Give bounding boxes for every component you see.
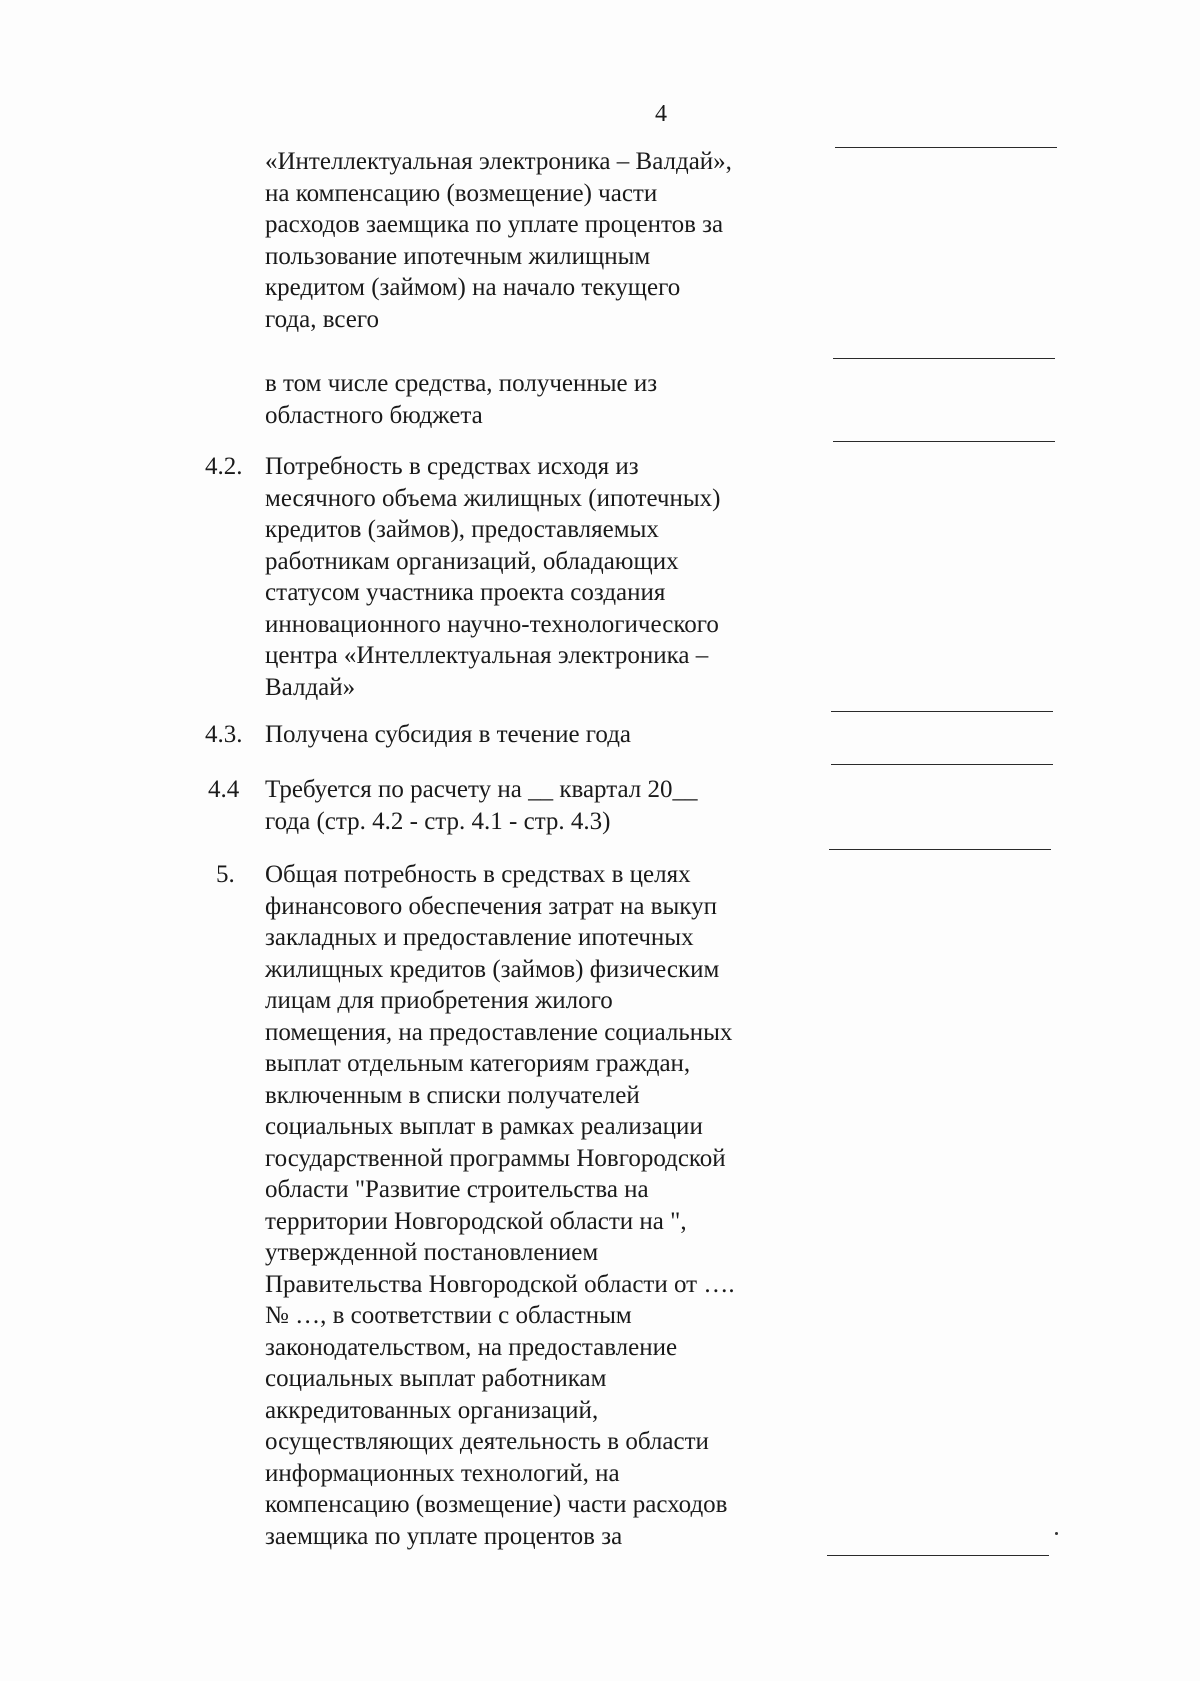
text-line: на компенсацию (возмещение) части (265, 179, 658, 207)
text-line: года, всего (265, 305, 380, 333)
item-number: 4.2. (205, 453, 243, 480)
text-line: расходов заемщика по уплате процентов за (265, 211, 724, 238)
text-line: социальных выплат работникам (265, 1365, 607, 1392)
text-line: помещения, на предоставление социальных (265, 1018, 733, 1046)
text-line: кредитов (займов), предоставляемых (265, 516, 659, 543)
text-line: выплат отдельным категориям граждан, (265, 1050, 691, 1077)
item-text (265, 859, 805, 1552)
text-line: Правительства Новгородской области от …. (265, 1270, 735, 1298)
text-line: областного бюджета (265, 401, 483, 429)
text-line: пользование ипотечным жилищным (265, 242, 651, 270)
item-text (265, 146, 805, 335)
text-line: социальных выплат в рамках реализации (265, 1113, 703, 1140)
fill-in-line (827, 1555, 1049, 1556)
item-text (265, 719, 805, 751)
text-line: информационных технологий, на (265, 1459, 620, 1487)
item-number: 4.4 (208, 776, 240, 803)
text-line: Общая потребность в средствах в целях (265, 861, 691, 888)
text-line: Валдай» (265, 673, 356, 701)
text-line: месячного объема жилищных (ипотечных) (265, 484, 721, 512)
text-line: компенсацию (возмещение) части расходов (265, 1491, 728, 1518)
item-text (265, 774, 805, 837)
text-line: государственной программы Новгородской (265, 1144, 726, 1172)
item-number: 5. (216, 861, 235, 888)
text-line: жилищных кредитов (займов) физическим (265, 955, 720, 983)
fill-in-line (831, 764, 1053, 765)
page-number: 4 (655, 101, 667, 127)
fill-in-line (833, 441, 1055, 442)
fill-in-line (831, 711, 1053, 712)
text-line: территории Новгородской области на ", (265, 1207, 687, 1235)
text-line: Требуется по расчету на __ квартал 20__ (265, 776, 698, 803)
item-text (265, 451, 805, 703)
text-line: «Интеллектуальная электроника – Валдай», (265, 148, 732, 175)
fill-in-line (829, 849, 1051, 850)
text-line: года (стр. 4.2 - стр. 4.1 - стр. 4.3) (265, 807, 611, 835)
fill-in-line (833, 358, 1055, 359)
text-line: Получена субсидия в течение года (265, 721, 632, 748)
text-line: финансового обеспечения затрат на выкуп (265, 892, 717, 920)
text-line: № …, в соответствии с областным (265, 1302, 632, 1329)
text-line: Потребность в средствах исходя из (265, 453, 639, 480)
fill-in-line (835, 147, 1057, 148)
text-line: законодательством, на предоставление (265, 1333, 678, 1361)
text-line: лицам для приобретения жилого (265, 987, 613, 1014)
stray-dot (1055, 1532, 1058, 1535)
text-line: осуществляющих деятельность в области (265, 1428, 709, 1455)
text-line: утвержденной постановлением (265, 1239, 599, 1266)
item-text (265, 368, 805, 431)
item-number: 4.3. (205, 721, 243, 748)
text-line: области "Развитие строительства на (265, 1176, 649, 1203)
text-line: заемщика по уплате процентов за (265, 1522, 623, 1550)
text-line: инновационного научно-технологического (265, 610, 719, 638)
text-line: кредитом (займом) на начало текущего (265, 274, 681, 301)
text-line: аккредитованных организаций, (265, 1396, 599, 1424)
text-line: в том числе средства, полученные из (265, 370, 658, 397)
text-line: центра «Интеллектуальная электроника – (265, 642, 709, 669)
text-line: закладных и предоставление ипотечных (265, 924, 694, 951)
text-line: включенным в списки получателей (265, 1081, 640, 1109)
text-line: работникам организаций, обладающих (265, 547, 679, 575)
text-line: статусом участника проекта создания (265, 579, 666, 606)
